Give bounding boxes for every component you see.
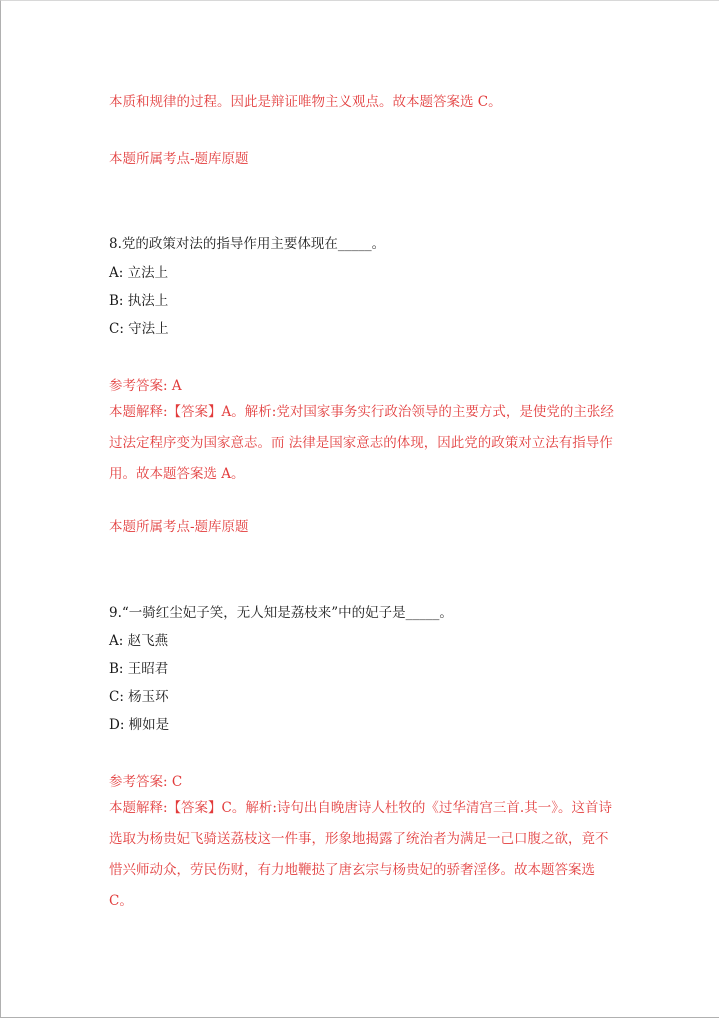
question-9-option-c: C: 杨玉环 <box>109 689 169 705</box>
question-8-option-b: B: 执法上 <box>109 293 169 309</box>
question-8-answer: 参考答案: A <box>109 378 182 394</box>
question-9-option-d: D: 柳如是 <box>109 717 170 733</box>
question-9-option-b: B: 王昭君 <box>109 661 169 677</box>
question-8-option-a: A: 立法上 <box>109 265 169 281</box>
question-8-source-note: 本题所属考点-题库原题 <box>109 519 249 535</box>
question-9-option-a: A: 赵飞燕 <box>109 633 169 649</box>
question-8-option-c: C: 守法上 <box>109 321 169 337</box>
prev-source-note: 本题所属考点-题库原题 <box>109 151 249 167</box>
question-8-explanation: 本题解释:【答案】A。解析:党对国家事务实行政治领导的主要方式，是使党的主张经过法定程序变为国家意志。而 法律是国家意志的体现，因此党的政策对立法有指导作用。故本题答案选 A。 <box>109 404 614 482</box>
question-9-explanation: 本题解释:【答案】C。解析:诗句出自晚唐诗人杜牧的《过华清宫三首.其一》。这首诗选取为杨贵妃飞骑送荔枝这一件事，形象地揭露了统治者为满足一己口腹之欲，竟不惜兴师动众，劳民伤财，有力地鞭挞了唐玄宗与杨贵妃的骄奢淫侈。故本题答案选 C。 <box>109 800 612 909</box>
question-9-text: 9.“一骑红尘妃子笑，无人知是荔枝来”中的妃子是_____。 <box>109 605 453 621</box>
question-9-answer: 参考答案: C <box>109 774 183 790</box>
question-8-text: 8.党的政策对法的指导作用主要体现在_____。 <box>109 236 386 252</box>
prev-explanation-end: 本质和规律的过程。因此是辩证唯物主义观点。故本题答案选 C。 <box>109 94 502 110</box>
